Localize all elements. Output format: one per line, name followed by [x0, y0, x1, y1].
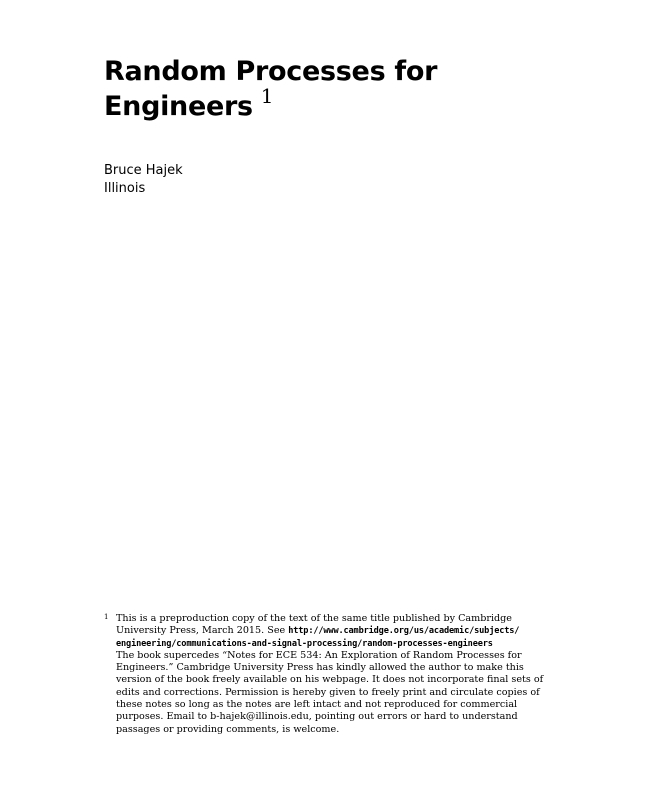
title-line-1: Random Processes for [104, 56, 438, 87]
footnote-line: This is a preproduction copy of the text of the same title published by Cambridge [116, 613, 512, 624]
publisher-url-link-continued[interactable]: engineering/communications-and-signal-processing/random-processes-engineers [116, 638, 493, 649]
footnote-line [116, 625, 534, 637]
footnote-line: passages or providing comments, is welcome. [116, 723, 340, 735]
author-block [104, 162, 183, 198]
book-title [104, 54, 564, 126]
footnote-line-text: University Press, March 2015. See [116, 625, 289, 637]
footnote-text [116, 613, 544, 736]
footnote-line: version of the book freely available on his webpage. It does not incorporate final sets of [116, 674, 544, 686]
footnote-line: purposes. Email to b-hajek@illinois.edu, pointing out errors or hard to understand [116, 711, 518, 723]
title-line-2-text: Engineers [104, 91, 253, 122]
footnote-line: edits and corrections. Permission is hereby given to freely print and circulate copies of [116, 686, 540, 698]
footnote-marker: 1 [104, 613, 109, 621]
footnote-line: these notes so long as the notes are left intact and not reproduced for commercial [116, 699, 518, 711]
title-line-2 [104, 84, 564, 126]
title-footnote-mark: 1 [260, 84, 274, 108]
footnote-line: Engineers.” Cambridge University Press has kindly allowed the author to make this [116, 662, 524, 674]
footnote [104, 613, 544, 736]
author-name: Bruce Hajek [104, 163, 183, 178]
author-affiliation: Illinois [104, 181, 146, 196]
footnote-line: The book supercedes “Notes for ECE 534: An Exploration of Random Processes for [116, 649, 522, 661]
publisher-url-link[interactable]: http://www.cambridge.org/us/academic/subjects/ [288, 626, 520, 637]
